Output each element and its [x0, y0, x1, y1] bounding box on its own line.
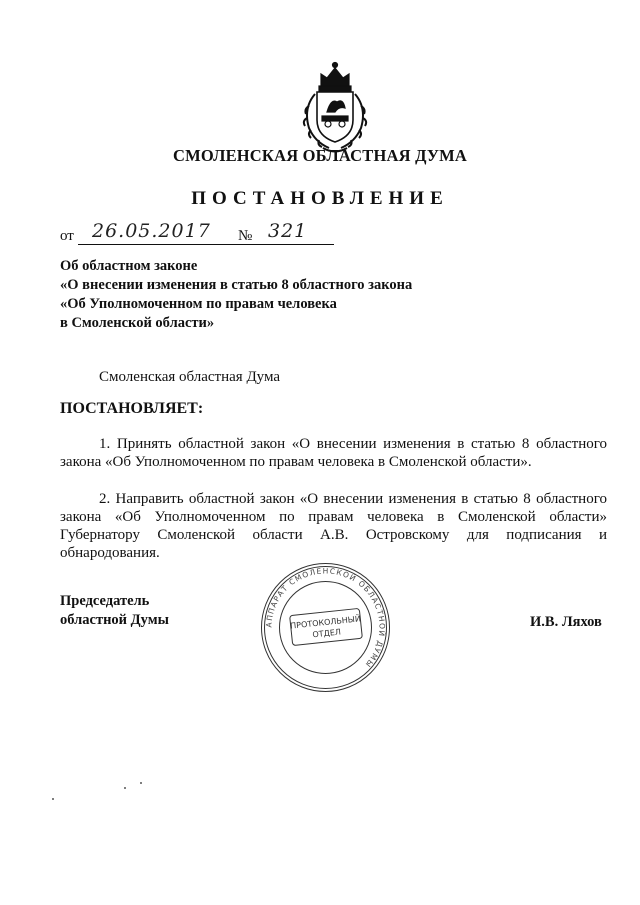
- position-line: областной Думы: [60, 612, 169, 628]
- stamp-inner-line-1: ПРОТОКОЛЬНЫЙ: [289, 614, 362, 631]
- subject-line: в Смоленской области»: [60, 315, 215, 331]
- date-number-line: [60, 220, 308, 245]
- resolves-heading: ПОСТАНОВЛЯЕТ:: [60, 400, 204, 417]
- intro-text: Смоленская областная Дума: [99, 369, 281, 385]
- resolution-item-2: 2. Направить областной закон «О внесении изменения в статью 8 областного закона «Об Уполномоченном по правам человека в Смоленской области» Губернатору Смоленской области А.В. Островскому для подписания и обнародования.: [60, 491, 607, 561]
- subject-line: «О внесении изменения в статью 8 областного закона: [60, 277, 413, 293]
- document-type: ПОСТАНОВЛЕНИЕ: [191, 188, 449, 209]
- scan-speck: [52, 798, 54, 800]
- scan-speck: [124, 787, 126, 789]
- signatory-name: И.В. Ляхов: [530, 614, 602, 630]
- resolution-item-1: 1. Принять областной закон «О внесении изменения в статью 8 областного закона «Об Уполномоченном по правам человека в Смоленской области».: [60, 436, 607, 470]
- position-line: Председатель: [60, 593, 150, 609]
- subject-line: Об областном законе: [60, 258, 198, 274]
- organization-name: СМОЛЕНСКАЯ ОБЛАСТНАЯ ДУМА: [172, 146, 468, 165]
- date-label: от: [60, 228, 74, 244]
- signatory-position: [60, 592, 169, 630]
- official-stamp: [258, 560, 393, 695]
- coat-of-arms-emblem: [297, 58, 373, 158]
- stamp-ring-text: АППАРАТ СМОЛЕНСКОЙ ОБЛАСТНОЙ ДУМЫ: [264, 566, 387, 670]
- subject-line: «Об Уполномоченном по правам человека: [60, 296, 337, 312]
- number-label: №: [238, 228, 253, 244]
- handwritten-number: 321: [268, 220, 308, 242]
- stamp-inner-line-2: ОТДЕЛ: [312, 627, 342, 640]
- handwritten-date: 26.05.2017: [92, 220, 211, 242]
- document-subject: [60, 257, 412, 333]
- scan-speck: [140, 782, 142, 784]
